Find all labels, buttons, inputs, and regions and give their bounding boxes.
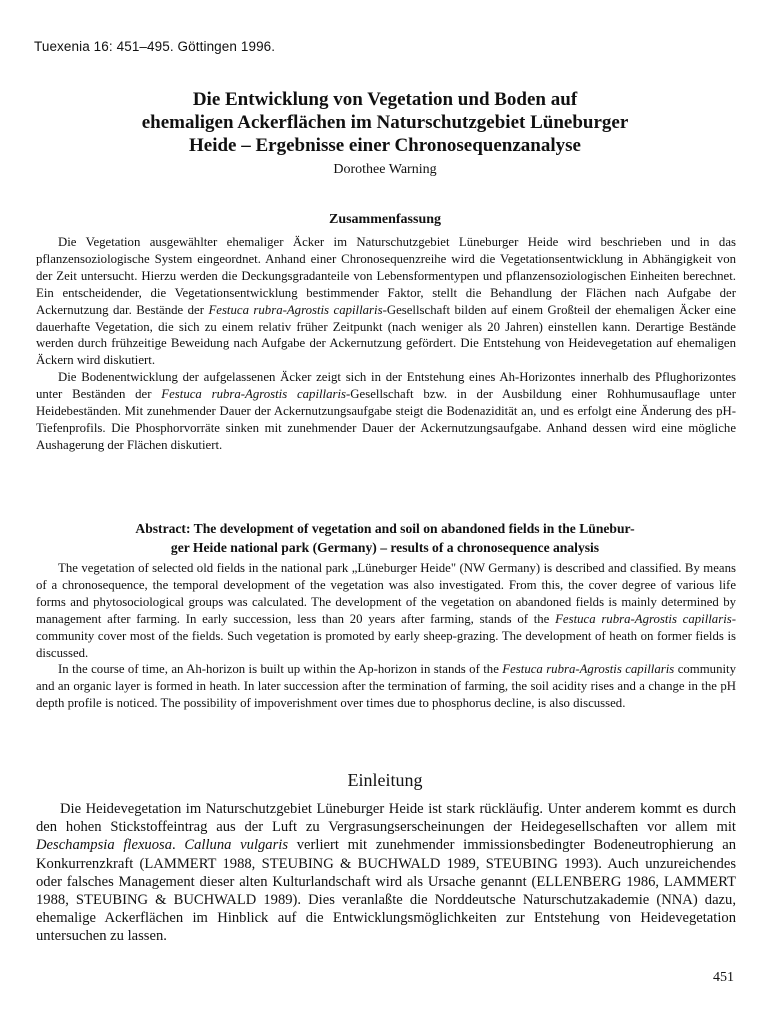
einleitung-heading: Einleitung [347,770,423,790]
zusammenfassung-body [36,234,736,454]
species-name: Festuca rubra-Agrostis capillaris [502,662,675,677]
text-run: In the course of time, an Ah-horizon is built up within the Ap-horizon in stands of the [58,662,503,677]
abstract-body [36,560,736,712]
title-line-3: Heide – Ergebnisse einer Chronosequenzanalyse [189,135,581,156]
page-number: 451 [713,970,734,985]
species-name: Festuca rubra-Agrostis capillaris [161,387,347,402]
species-name: Calluna vulgaris [184,837,289,854]
title-line-2: ehemaligen Ackerflächen im Naturschutzgebiet Lüneburger [141,112,629,133]
text-run: Die Vegetation ausgewählter ehemaliger Äcker im Naturschutzgebiet Lüneburger Heide wird beschrieben und in das pflanzensoziologische System eingeordnet. Anhand einer Chronosequenzreihe wird die Vegetationsentwicklung in Abhängigkeit von der Zeit untersucht. Hierzu werden die Deckungsgradanteile von Lebensformentypen und pflanzensoziologischen Einheiten berechnet. Ein entscheidender, die Vegetationsentwicklung bestimmender Faktor, stellt die Behandlung der Flächen nach Aufgabe der Ackernutzung dar. Bestände der [36,235,736,317]
author-name: Dorothee Warning [333,162,437,177]
species-name: Festuca rubra-Agrostis capillaris [208,302,383,317]
journal-citation: Tuexenia 16: 451–495. Göttingen 1996. [34,39,276,54]
text-run: Die Heidevegetation im Naturschutzgebiet Lüneburger Heide ist stark rückläufig. Unter anderem kommt es durch den hohen Stickstoffeintrag aus der Luft zu Vergrasungserscheinungen der Heidegesellschaften vor allem mit [36,801,736,836]
text-run: community and an organic layer is formed in heath. In later succession after the termination of farming, the soil acidity rises and a change in the pH depth profile is noticed. The possibility of impoverishment over times due to phosphorus decline, is also discussed. [36,662,736,711]
abstract-heading-line-2: ger Heide national park (Germany) – results of a chronosequence analysis [170,539,600,555]
zusammenfassung-heading: Zusammenfassung [328,212,442,227]
title-line-1: Die Entwicklung von Vegetation und Boden auf [192,89,578,110]
zusammenfassung-paragraph-1 [36,234,736,369]
text-run: The vegetation of selected old fields in the national park „Lüneburger Heide" (NW Germany) is described and classified. By means of a chronosequence, the temporal development of the vegetation was also investigated. From this, the cover degree of various life forms and phytosociological groups was calculated. The development of the vegetation on abandoned fields is mainly determined by management after farming. In early succession, less than 20 years after farming, stands of the [36,561,736,626]
text-run: . [172,837,185,854]
text-run: Die Bodenentwicklung der aufgelassenen Äcker zeigt sich in der Entstehung eines Ah-Horizontes innerhalb des Pflughorizontes unter Beständen der [36,370,736,402]
text-run: -Gesellschaft bilden auf einem Großteil der ehemaligen Äcker eine dauerhafte Vegetation, die sich zu einem relativ früher Zeitpunkt (nach weniger als 20 Jahren) einstellen kann. Derartige Bestände werden durch frühzeitige Beweidung nach Aufgabe der Ackernutzung gefördert. Die Entstehung von Heidevegetation auf ehemaligen Äckern wird diskutiert. [36,302,736,368]
einleitung-body [36,800,736,946]
text-run: verliert mit zunehmender immissionsbedingter Bodeneutrophierung an Konkurrenzkraft (LAMMERT 1988, STEUBING & BUCHWALD 1989, STEUBING 1993). Auch unzureichendes oder falsches Management dieser alten Kulturlandschaft wird als Ursache genannt (ELLENBERG 1986, LAMMERT 1988, STEUBING & BUCHWALD 1989). Dies veranlaßte die Norddeutsche Naturschutzakademie (NNA) dazu, ehemalige Ackerflächen im Hinblick auf die Entwicklungsmöglichkeiten zur Entstehung von Heidevegetation untersuchen zu lassen. [36,837,736,945]
zusammenfassung-paragraph-2 [36,369,736,454]
abstract-heading-line-1: Abstract: The development of vegetation and soil on abandoned fields in the Lünebur- [135,521,635,536]
abstract-paragraph-1 [36,560,736,661]
species-name: Festuca rubra-Agrostis capillaris [555,611,732,626]
abstract-paragraph-2 [36,661,736,712]
einleitung-paragraph-1 [36,800,736,946]
text-run: -community cover most of the fields. Such vegetation is promoted by early sheep-grazing. The development of heath on former fields is discussed. [36,611,736,660]
abstract-heading [40,520,730,557]
species-name: Deschampsia flexuosa [36,837,173,854]
paper-title [40,88,730,157]
text-run: -Gesellschaft bzw. in der Ausbildung einer Rohhumusauflage unter Heidebeständen. Mit zunehmender Dauer der Ackernutzungsaufgabe steigt die Bodenazidität an, und es erfolgt eine Änderung des pH-Tiefenprofils. Die Phosphorvorräte sinken mit zunehmender Dauer der Ackernutzungsaufgabe. Anhand dessen wird eine mögliche Aushagerung der Flächen diskutiert. [36,387,737,452]
